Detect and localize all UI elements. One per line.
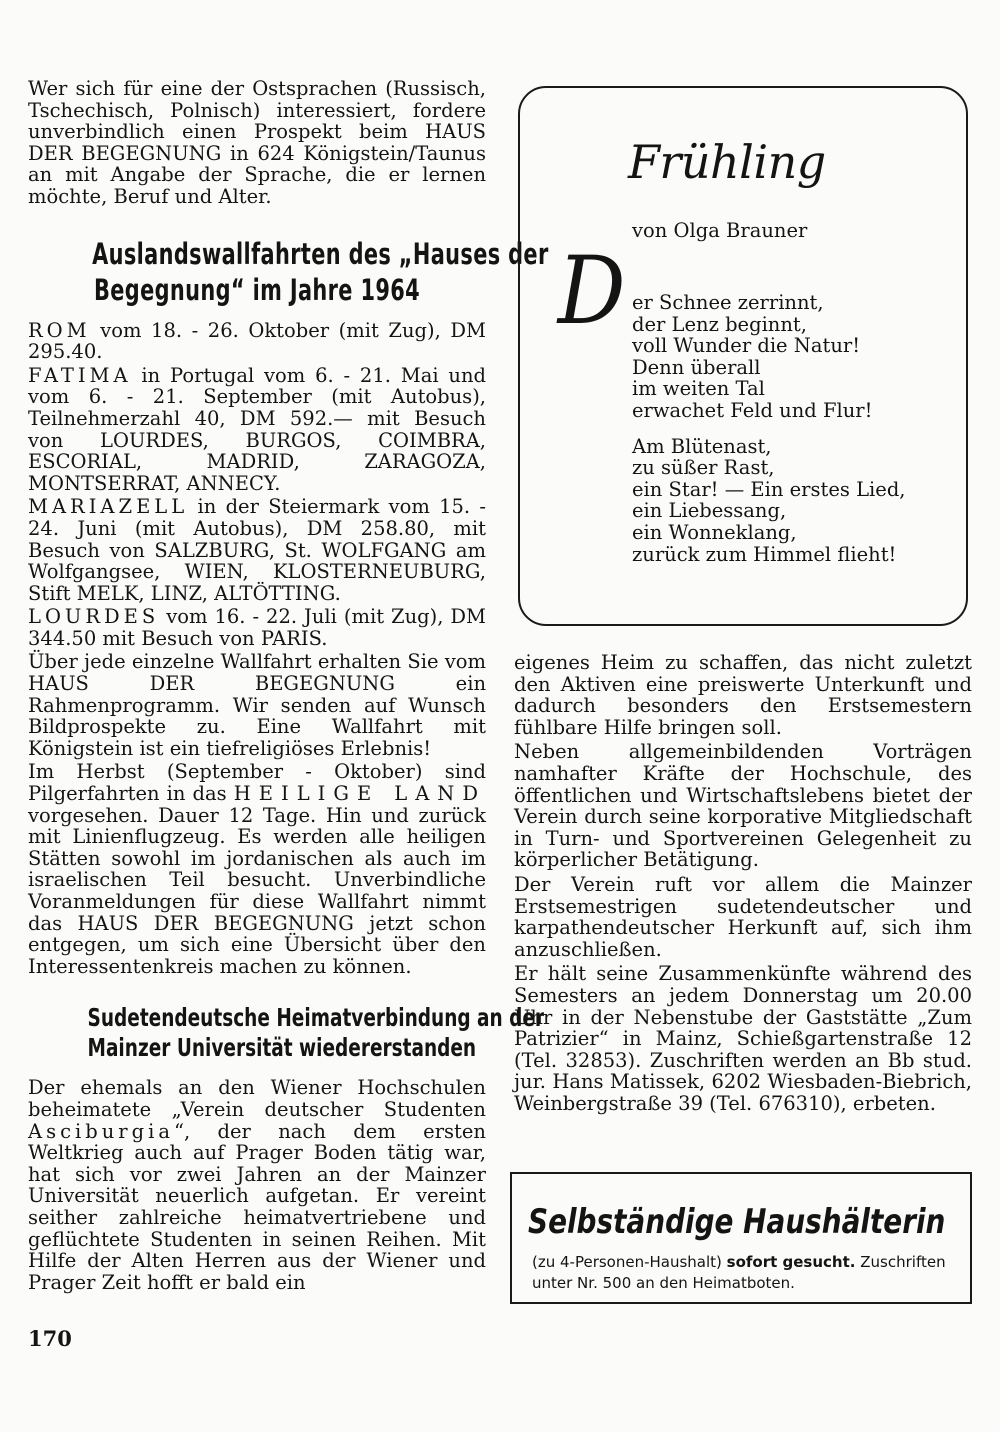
ostsprachen-paragraph: Wer sich für eine der Ostsprachen (Russisch, Tschechisch, Polnisch) interessiert, fordere unverbindlich einen Prospekt beim HAUS DER BEGEGNUNG in 624 Königstein/Taunus an mit Angabe der Sprache, die er lernen möchte, Beruf und Alter. [28, 77, 486, 208]
mariazell-label: MARIAZELL [28, 495, 189, 519]
ad-title: Selbständige Haushälterin [528, 1202, 946, 1242]
page-number: 170 [28, 1326, 72, 1351]
rom-label: ROM [28, 318, 91, 342]
rom-entry [28, 320, 486, 363]
aufruf-paragraph: Der Verein ruft vor allem die Mainzer Erstsemestrigen sudetendeutscher und karpathendeutscher Herkunft auf, sich ihm anzuschließen. [514, 872, 972, 961]
rom-text: vom 18. - 26. Oktober (mit Zug), DM 295.40. [28, 318, 486, 364]
fatima-text: in Portugal vom 6. - 21. Mai und vom 6. - 21. September (mit Autobus), Teilnehmerzahl 40, DM 592.— mit Besuch von LOURDES, BURGOS, COIMBRA, ESCORIAL, MADRID, ZARAGOZA, MONTSERRAT, ANNECY. [28, 363, 486, 495]
wallfahrt-paragraph: Über jede einzelne Wallfahrt erhalten Sie vom HAUS DER BEGEGNUNG ein Rahmenprogramm. Wir senden auf Wunsch Bildprospekte zu. Eine Wallfahrt mit Königstein ist ein tiefreligiöses Erlebnis! [28, 650, 486, 760]
fatima-label: FATIMA [28, 363, 132, 387]
herbst-paragraph [28, 761, 486, 977]
sudeten-heading [87, 1003, 545, 1063]
ad-line1-bold: sofort gesucht. [726, 1253, 856, 1271]
herbst-pre: Im Herbst (September - Oktober) sind Pilgerfahrten in das [28, 760, 486, 806]
poem-title: Frühling [628, 135, 826, 189]
poem-line: zurück zum Himmel flieht! [632, 542, 897, 566]
heilige-land: HEILIGE LAND [233, 782, 486, 806]
ad-line1-post: Zuschriften [855, 1253, 946, 1271]
lourdes-label: LOURDES [28, 605, 160, 629]
lourdes-text: vom 16. - 22. Juli (mit Zug), DM 344.50 mit Besuch von PARIS. [28, 605, 486, 650]
fatima-entry [28, 365, 486, 495]
poem-line: ein Wonneklang, [632, 520, 797, 544]
ad-line-2: unter Nr. 500 an den Heimatboten. [532, 1274, 795, 1292]
ad-line-1 [532, 1252, 962, 1273]
poem-text [632, 292, 952, 565]
poem-line: zu süßer Rast, [632, 456, 775, 480]
verein-post: “, der nach dem ersten Weltkrieg auch auf Prager Boden tätig war, hat sich vor zwei Jahren an der Mainzer Universität neuerlich aufgetan. Er vereint seither zahlreiche heimatvertriebene und geflüchtete Studenten in seinen Reihen. Mit Hilfe der Alten Herren aus der Wiener und Prager Zeit hofft er bald ein [28, 1119, 486, 1294]
poem-stanza-2 [632, 436, 952, 566]
heim-paragraph: eigenes Heim zu schaffen, das nicht zuletzt den Aktiven eine preiswerte Unterkunft und dadurch besonders den Erstsemestern fühlbare Hilfe bringen soll. [514, 651, 972, 739]
poem-line: erwachet Feld und Flur! [632, 398, 873, 422]
poem-line: Am Blütenast, [632, 434, 772, 458]
poem-drop-cap: D [557, 237, 626, 346]
ascriburgia: Asciburgia [28, 1119, 174, 1143]
poem-line: im weiten Tal [632, 377, 765, 401]
poem-stanza-1 [632, 292, 952, 422]
poem-line: Denn überall [632, 355, 761, 379]
poem-line: der Lenz beginnt, [632, 312, 807, 336]
verein-paragraph [28, 1077, 486, 1293]
poem-line: ein Star! — Ein erstes Lied, [632, 477, 906, 501]
mariazell-text: in der Steiermark vom 15. - 24. Juni (mit Autobus), DM 258.80, mit Besuch von SALZBURG, St. WOLFGANG am Wolfgangsee, WIEN, KLOSTERNEUBURG, Stift MELK, LINZ, ALTÖTTING. [28, 495, 486, 605]
sudeten-heading-line2: Mainzer Universität wiedererstanden [87, 1033, 477, 1063]
right-column [514, 652, 972, 1114]
lourdes-entry [28, 606, 486, 649]
pilgrimage-heading-line2: Begegnung“ im Jahre 1964 [93, 272, 421, 307]
ad-line1-pre: (zu 4-Personen-Haushalt) [532, 1253, 727, 1271]
poem-box [518, 86, 968, 626]
poem-line: er Schnee zerrinnt, [632, 291, 824, 314]
mariazell-entry [28, 496, 486, 604]
verein-pre: Der ehemals an den Wiener Hochschulen beheimatete „Verein deutscher Studenten [28, 1076, 486, 1121]
poem-line: ein Liebessang, [632, 499, 787, 523]
herbst-post: vorgesehen. Dauer 12 Tage. Hin und zurück mit Linienflugzeug. Es werden alle heiligen Stätten sowohl im jordanischen als auch im israelischen Teil besucht. Unverbindliche Voranmeldungen für diese Wallfahrt nimmt das HAUS DER BEGEGNUNG jetzt schon entgegen, um sich eine Übersicht über den Interessentenkreis machen zu können. [28, 803, 486, 978]
pilgrimage-heading [92, 236, 549, 308]
sudeten-heading-line1: Sudetendeutsche Heimatverbindung an der [87, 1003, 545, 1033]
left-column [28, 77, 549, 1294]
vortraege-paragraph: Neben allgemeinbildenden Vorträgen namhafter Kräfte der Hochschule, des öffentlichen und Wirtschaftslebens bietet der Verein durch seine korporative Mitgliedschaft in Turn- und Sportvereinen Gelegenheit zu körperlicher Betätigung. [514, 740, 972, 872]
poem-line: voll Wunder die Natur! [632, 334, 861, 358]
ad-text [532, 1252, 962, 1294]
zusammenkuenfte-paragraph: Er hält seine Zusammenkünfte während des Semesters an jedem Donnerstag um 20.00 Uhr in der Nebenstube der Gaststätte „Zum Patrizier“ in Mainz, Schießgartenstraße 12 (Tel. 32853). Zuschriften werden an Bb stud. jur. Hans Matissek, 6202 Wiesbaden-Biebrich, Weinbergstraße 39 (Tel. 676310), erbeten. [514, 962, 972, 1115]
pilgrimage-heading-line1: Auslandswallfahrten des „Hauses der [92, 236, 549, 271]
poem-author: von Olga Brauner [632, 219, 808, 242]
classified-ad [510, 1172, 972, 1304]
